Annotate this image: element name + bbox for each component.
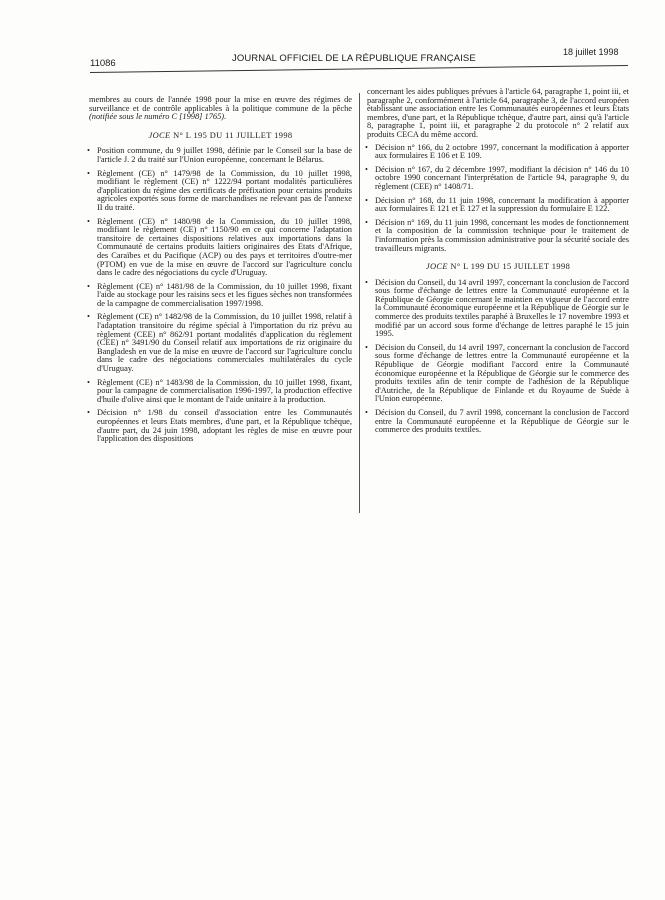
section-heading	[89, 132, 352, 141]
section-heading-text: N° L 195 DU 11 JUILLET 1998	[173, 130, 293, 140]
list-item: • Règlement (CE) n° 1483/98 de la Commission, du 10 juillet 1998, fixant, pour la campagne de commercialisation 1996-1997, la production effective d'huile d'olive ainsi que le montant de l'aide unitaire à la production.	[89, 379, 352, 405]
intro-text: membres au cours de l'année 1998 pour la mise en œuvre des régimes de surveillance et de contrôle applicables à la politique commune de la pêche	[89, 95, 352, 113]
list-item: • Règlement (CE) n° 1482/98 de la Commission, du 10 juillet 1998, relatif à l'adaptation transitoire du régime spécial à l'importation du riz prévu au règlement (CEE) n° 862/91 portant modalités d'application du règlement (CEE) n° 3491/90 du Conseil relatif aux importations de riz originaire du Bangladesh en vue de la mise en œuvre de l'accord sur l'agriculture conclu dans le cadre des négociations commerciales multilatérales du cycle d'Uruguay.	[89, 313, 352, 373]
list-item: • Décision du Conseil, du 7 avril 1998, concernant la conclusion de l'accord entre la Communauté européenne et la République de Géorgie sur le commerce des produits textiles.	[367, 409, 629, 435]
list-item: • Décision n° 168, du 11 juin 1998, concernant la modification à apporter aux formulaires E 121 et E 127 et la suppression du formulaire E 122.	[367, 197, 629, 214]
list-item: • Décision du Conseil, du 14 avril 1997, concernant la conclusion de l'accord sous forme d'échange de lettres entre la Communauté européenne et la République de Géorgie modifiant l'accord entre la Communauté économique européenne et la République de Géorgie sur le commerce des produits textiles afin de tenir compte de l'adhésion de la République d'Autriche, de la République de Finlande et du Royaume de Suède à l'Union européenne.	[367, 344, 629, 404]
entry-list	[367, 279, 629, 435]
column-divider	[359, 93, 360, 513]
list-item: • Décision n° 169, du 11 juin 1998, concernant les modes de fonctionnement et la composition de la commission technique pour le traitement de l'information près la commission administrative pour la sécurité sociale des travailleurs migrants.	[367, 219, 629, 253]
right-column	[367, 88, 629, 440]
issue-date: 18 juillet 1998	[563, 47, 619, 57]
entry-list	[367, 144, 629, 254]
list-item: • Règlement (CE) n° 1481/98 de la Commission, du 10 juillet 1998, fixant l'aide au stockage pour les raisins secs et les figues sèches non transformées de la campagne de commercialisation 1997/1998.	[89, 283, 352, 309]
list-item: • Position commune, du 9 juillet 1998, définie par le Conseil sur la base de l'article J. 2 du traité sur l'Union européenne, concernant le Bélarus.	[89, 147, 352, 164]
continuation-paragraph: concernant les aides publiques prévues à l'article 64, paragraphe 1, point iii, et paragraphe 2, conformément à l'article 64, paragraphe 3, de l'accord européen établissant une association entre les Communautés européennes et leurs Etats membres, d'une part, et la République tchèque, d'autre part, ainsi qu'à l'article 8, paragraphe 1, point iii, et paragraphe 2 du protocole n° 2 relatif aux produits CECA du même accord.	[367, 87, 629, 139]
section-heading-journal: JOCE	[148, 130, 171, 140]
list-item: • Décision du Conseil, du 14 avril 1997, concernant la conclusion de l'accord sous forme d'échange de lettres entre la Communauté européenne et la République de Géorgie concernant le maintien en vigueur de l'accord entre la Communauté économique européenne et la République de Géorgie sur le commerce des produits textiles paraphé à Bruxelles le 17 novembre 1993 et modifié par un accord sous forme d'échange de lettres paraphé le 15 juin 1995.	[367, 279, 629, 339]
page-number: 11086	[90, 58, 116, 69]
section-heading-text: N° L 199 DU 15 JUILLET 1998	[450, 262, 571, 272]
list-item: • Règlement (CE) n° 1480/98 de la Commission, du 10 juillet 1998, modifiant le règlement (CE) n° 1150/90 en ce qui concerne l'adaptation transitoire de certaines dispositions relatives aux importations dans la Communauté de certains produits laitiers originaires des Etats d'Afrique, des Caraïbes et du Pacifique (ACP) ou des pays et territoires d'outre-mer (PTOM) en vue de la mise en œuvre de l'accord sur l'agriculture conclu dans le cadre des négociations du cycle d'Uruguay.	[89, 218, 352, 278]
section-heading	[367, 263, 629, 272]
intro-note: (notifiée sous le numéro C [1998] 1765).	[89, 112, 227, 122]
header-rule	[90, 65, 628, 73]
list-item: • Décision n° 167, du 2 décembre 1997, modifiant la décision n° 146 du 10 octobre 1990 concernant l'interprétation de l'article 94, paragraphe 9, du règlement (CEE) n° 1408/71.	[367, 166, 629, 192]
list-item: • Règlement (CE) n° 1479/98 de la Commission, du 10 juillet 1998, modifiant le règlement (CE) n° 1222/94 portant modalités particulières d'application du régime des certificats de préfixation pour certains produits agricoles exportés sous forme de marchandises ne relevant pas de l'annexe II du traité.	[89, 170, 352, 213]
entry-list	[89, 147, 352, 443]
list-item: • Décision n° 1/98 du conseil d'association entre les Communautés européennes et leurs Etats membres, d'une part, et la République tchèque, d'autre part, du 24 juin 1998, adoptant les règles de mise en œuvre pour l'application des dispositions	[89, 409, 352, 443]
journal-title: JOURNAL OFFICIEL DE LA RÉPUBLIQUE FRANÇAISE	[232, 53, 476, 64]
list-item: • Décision n° 166, du 2 octobre 1997, concernant la modification à apporter aux formulaires E 106 et E 109.	[367, 144, 629, 161]
left-column	[89, 96, 352, 449]
intro-paragraph	[89, 96, 352, 122]
section-heading-journal: JOCE	[425, 262, 448, 272]
